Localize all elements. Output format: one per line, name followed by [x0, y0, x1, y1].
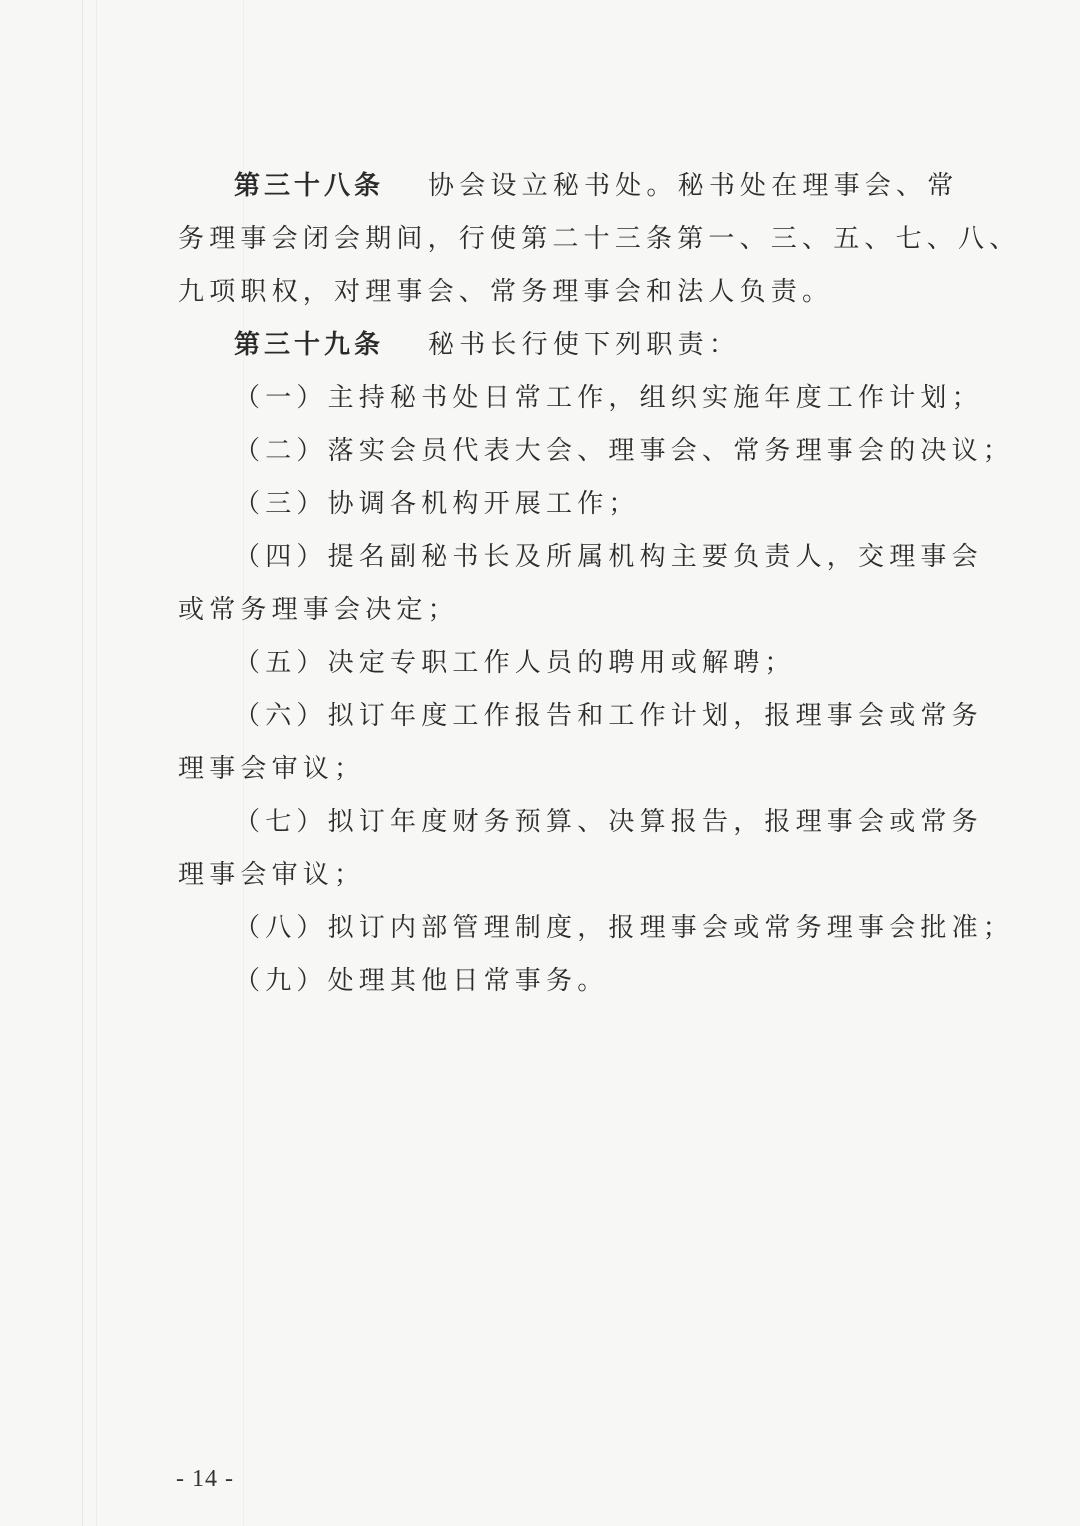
article-38	[178, 160, 1021, 319]
list-item: （一）主持秘书处日常工作，组织实施年度工作计划；	[234, 383, 983, 413]
list-item-continuation: 理事会审议；	[178, 860, 366, 890]
list-item-continuation: 或常务理事会决定；	[178, 595, 459, 625]
list-item: （八）拟订内部管理制度，报理事会或常务理事会批准；	[234, 913, 1015, 943]
list-item-continuation: 理事会审议；	[178, 754, 366, 784]
list-item: （七）拟订年度财务预算、决算报告，报理事会或常务	[234, 807, 983, 837]
article-38-text: 九项职权，对理事会、常务理事会和法人负责。	[178, 277, 834, 307]
list-item: （五）决定专职工作人员的聘用或解聘；	[234, 648, 796, 678]
article-39	[178, 319, 1015, 1008]
document-body	[178, 160, 1021, 1008]
list-item: （三）协调各机构开展工作；	[234, 489, 640, 519]
list-item: （四）提名副秘书长及所属机构主要负责人，交理事会	[234, 542, 983, 572]
list-item: （二）落实会员代表大会、理事会、常务理事会的决议；	[234, 436, 1015, 466]
article-38-heading: 第三十八条	[234, 171, 385, 201]
article-38-text: 协会设立秘书处。秘书处在理事会、常	[428, 171, 959, 201]
list-item: （九）处理其他日常事务。	[234, 966, 609, 996]
scan-edge-line	[96, 0, 97, 1526]
list-item: （六）拟订年度工作报告和工作计划，报理事会或常务	[234, 701, 983, 731]
article-39-heading: 第三十九条	[234, 330, 385, 360]
article-39-first-line	[178, 319, 918, 372]
article-38-text: 务理事会闭会期间，行使第二十三条第一、三、五、七、八、	[178, 224, 1021, 254]
scan-edge-line	[82, 0, 83, 1526]
article-38-first-line	[178, 160, 959, 213]
article-39-intro: 秘书长行使下列职责：	[428, 330, 741, 360]
page-number: - 14 -	[176, 1466, 234, 1492]
